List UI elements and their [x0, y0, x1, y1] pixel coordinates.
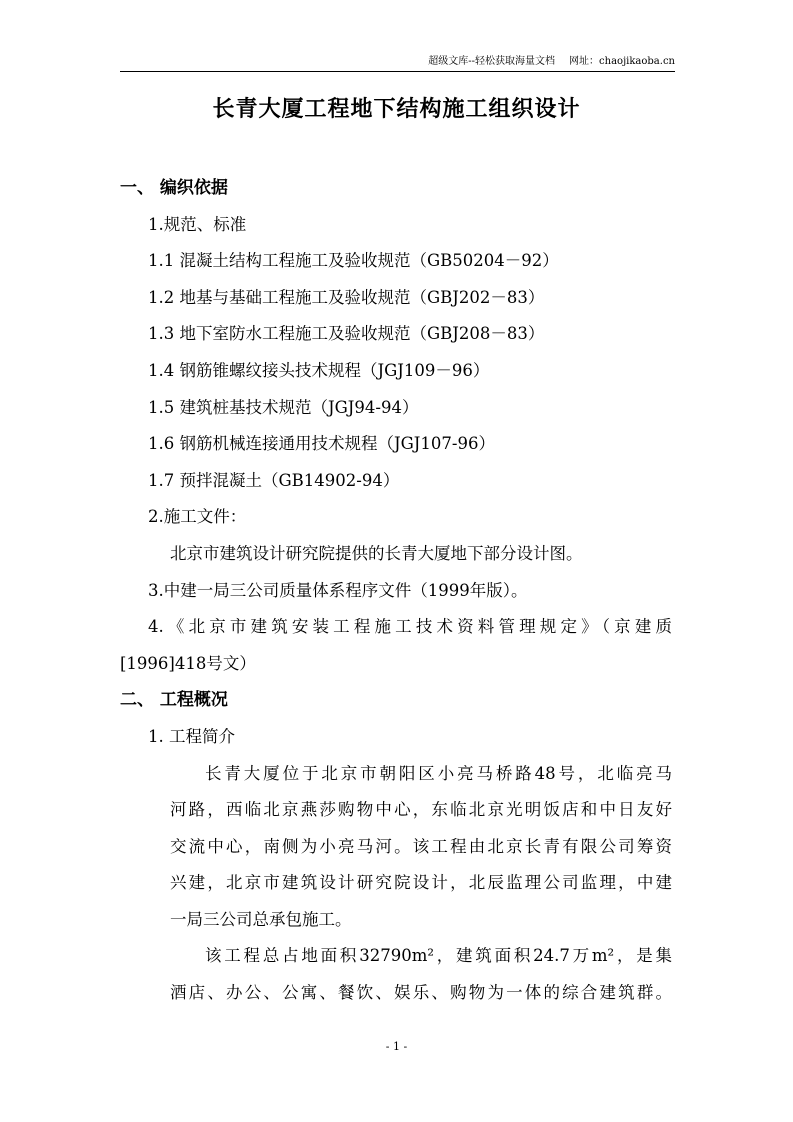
- list-item: 1.1 混凝土结构工程施工及验收规范（GB50204－92）: [148, 251, 559, 271]
- list-item: 1.5 建筑桩基技术规范（JGJ94-94）: [148, 397, 419, 417]
- header-right: 网址：chaojikaoba.cn: [569, 56, 675, 67]
- list-item: 1.6 钢筋机械连接通用技术规程（JGJ107-96）: [148, 434, 495, 454]
- section-heading-2: 二、 工程概况: [120, 690, 228, 711]
- list-item: 1.4 钢筋锥螺纹接头技术规程（JGJ109－96）: [148, 360, 490, 380]
- page-header: [120, 53, 675, 72]
- list-item: 1.2 地基与基础工程施工及验收规范（GBJ202－83）: [148, 287, 545, 307]
- paragraph-line: 河路，西临北京燕莎购物中心，东临北京光明饭店和中日友好: [170, 800, 672, 820]
- paragraph-line: 交流中心，南侧为小亮马河。该工程由北京长青有限公司筹资: [170, 836, 672, 856]
- line: 1. 工程简介: [148, 726, 235, 746]
- page-number: - 1 -: [385, 1040, 408, 1053]
- line: 4.《北京市建筑安装工程施工技术资料管理规定》（京建质: [148, 617, 672, 637]
- line: 1.规范、标准: [148, 214, 247, 234]
- paragraph-line: 兴建，北京市建筑设计研究院设计，北辰监理公司监理，中建: [170, 873, 672, 893]
- section-heading-1: 一、 编织依据: [120, 178, 228, 198]
- line: 北京市建筑设计研究院提供的长青大厦地下部分设计图。: [170, 543, 583, 563]
- list-item: 1.3 地下室防水工程施工及验收规范（GBJ208－83）: [148, 324, 545, 344]
- document-body: [0, 170, 793, 1012]
- list-item: 1.7 预拌混凝土（GB14902-94）: [148, 470, 400, 490]
- line: [1996]418号文）: [120, 653, 256, 673]
- paragraph-line: 酒店、办公、公寓、餐饮、娱乐、购物为一体的综合建筑群。: [170, 983, 672, 1003]
- paragraph-line: 一局三公司总承包施工。: [170, 909, 352, 929]
- paragraph-line: 该工程总占地面积32790m²，建筑面积24.7万m²，是集: [205, 946, 672, 966]
- line: 3.中建一局三公司质量体系程序文件（1999年版）。: [148, 580, 528, 600]
- header-left: 超级文库--轻松获取海量文档: [428, 56, 556, 67]
- line: 2.施工文件：: [148, 507, 247, 527]
- page-title: 长青大厦工程地下结构施工组织设计: [212, 96, 581, 122]
- paragraph-line: 长青大厦位于北京市朝阳区小亮马桥路48号，北临亮马: [205, 763, 672, 783]
